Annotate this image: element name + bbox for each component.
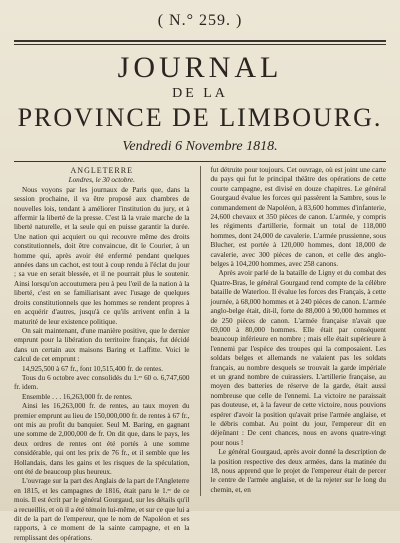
article-paragraph: 14,925,500 à 67 fr., font 10,515,400 fr. de rentes. (22, 364, 163, 373)
right-column (211, 166, 387, 496)
date-rule (14, 161, 386, 162)
issue-date: Vendredi 6 Novembre 1818. (122, 139, 278, 154)
article-paragraph: fut détruite pour toujours. Cet ouvrage, où est joint une carte du pays qui fut le principal théâtre des opérations de cette courte campagne, est divisé en douze chapitres. Le général Gourgaud évalue les forces qui passèrent la Sambre, sous le commandement de Napoléon, à 83,600 hommes d'infanterie, 24,600 chevaux et 350 pièces de canon. L'armée, y compris les régiments d'artillerie, formait un total de 118,000 hommes, dont 24,000 de cavalerie. L'armée prussienne, sous Blucher, est portée à 120,000 hommes, dont 18,000 de cavalerie, avec 300 pièces de canon, et celle des anglo-belges à 104,200 hommes, avec 258 canons. (210, 166, 386, 269)
article-paragraph: Tous du 6 octobre avec consolidés du 1.ᵉʳ 60 o. 6,747,600 fr. idem. (14, 373, 190, 392)
issue-number: ( N.° 259. ) (157, 12, 243, 29)
left-column (14, 166, 190, 542)
article-paragraph: Le général Gourgaud, après avoir donné la description de la position respective des deux armées, dans la matinée du 18, nous apprend que le projet de l'empereur était de percer le centre de l'armée anglaise, et de la rejeter sur le long du chemin, et, en (210, 448, 386, 494)
article-paragraph: Nous voyons par les journaux de Paris que, dans la session prochaine, il va être proposé aux chambres de nouvelles lois, tendant à améliorer l'institution du jury, et à affermir la liberté de la presse. C'est là la vraie marche de la liberté naturelle, et la seule qui en puisse garantir la durée. Une nation qui acquiert ou qui recouvre même des droits constitutionnels, doit être convaincue, dit le Courier, à un homme qui, après avoir été enfermé pendant quelques années dans un cachot, est tout à coup rendu à l'éclat du jour ; sa vue en serait blessée, et il ne pourrait plus le soutenir. Ainsi lorsqu'on accoutumera peu à peu l'œil de la nation à la liberté, c'est en se familiarisant avec l'usage de quelques droits constitutionnels que les hommes se rendent propres à en acquérir d'autres, jusqu'à ce qu'ils arrivent enfin à la maturité de leur existence politique. (14, 185, 190, 326)
masthead-title-line1: JOURNAL (117, 51, 283, 84)
article-paragraph: Ainsi les 16,263,000 fr. de rentes, au taux moyen du premier emprunt au lieu de 150,000,000 fr. de rentes à 67 fr., ont mis au profit du banquier. Seul M. Baring, en gagnant une somme de 2,000,000 de fr. On dit que, dans le pays, les deux ordres de rentes ont été portés à une somme considérable, qui ont les prix de 76 fr., et il semble que les Hollandais, dans les gains et les risques de la spéculation, ont été de beaucoup plus heureux. (14, 402, 190, 476)
section-title: ANGLETERRE (70, 166, 133, 175)
masthead (14, 53, 386, 131)
article-paragraph: Après avoir parlé de la bataille de Ligny et du combat des Quatre-Bras, le général Gourgaud rend compte de la célèbre bataille de Waterloo. Il évalue les forces des Français, à cette journée, à 68,000 hommes et à 240 pièces de canon. L'armée anglo-belge était, dit-il, forte de 88,000 à 90,000 hommes et de 250 pièces de canon. L'armée française n'avait que 69,000 à 80,000 hommes. Elle était par conséquent beaucoup inférieure en nombre ; mais elle était supérieure à l'ennemi par l'espèce des troupes qui la composaient. Les soldats belges et allemands ne valaient pas les soldats français, au nombre desquels se trouvait la garde impériale et un grand nombre de cuirassiers. L'artillerie française, au moyen des batteries de réserve de la garde, était aussi nombreuse que celle de l'ennemi. La victoire ne paraissait pas douteuse, et, à la faveur de cette victoire, nous pouvions espérer d'avoir la position qu'avait prise l'armée anglaise, et le débris combat. Au point du jour, l'empereur dit en déjeûnant : De cent chances, nous en avons quatre-vingt pour nous ! (210, 269, 386, 447)
masthead-title-line3: PROVINCE DE LIMBOURG. (17, 103, 383, 132)
article-paragraph: L'ouvrage sur la part des Anglais de la part de l'Angleterre en 1815, et les campagnes de 1816, était paru le 1.ᵉʳ de ce mois. Il est écrit par le général Gourgaud, sur les détails qu'il a recueillis, et où il a été témoin lui-même, et sur ce que lui a dit de la part de l'empereur, que le nom de Napoléon et ses rapports, à ce moment de la sainte campagne, et en la remplissant des opérations. (14, 477, 190, 542)
header-rule (14, 40, 386, 45)
article-paragraph: Londres, le 30 octobre. (68, 176, 135, 185)
article-paragraph: On sait maintenant, d'une manière positive, que le dernier emprunt pour la libération du territoire français, fut décidé dans un certain aux maisons Baring et Laffitte. Voici le calcul de cet emprunt : (14, 326, 190, 364)
masthead-title-line2: DE LA (172, 86, 228, 101)
article-paragraph: Ensemble . . . 16,263,000 fr. de rentes. (22, 392, 133, 401)
column-divider (200, 166, 201, 496)
article-columns (14, 166, 386, 542)
